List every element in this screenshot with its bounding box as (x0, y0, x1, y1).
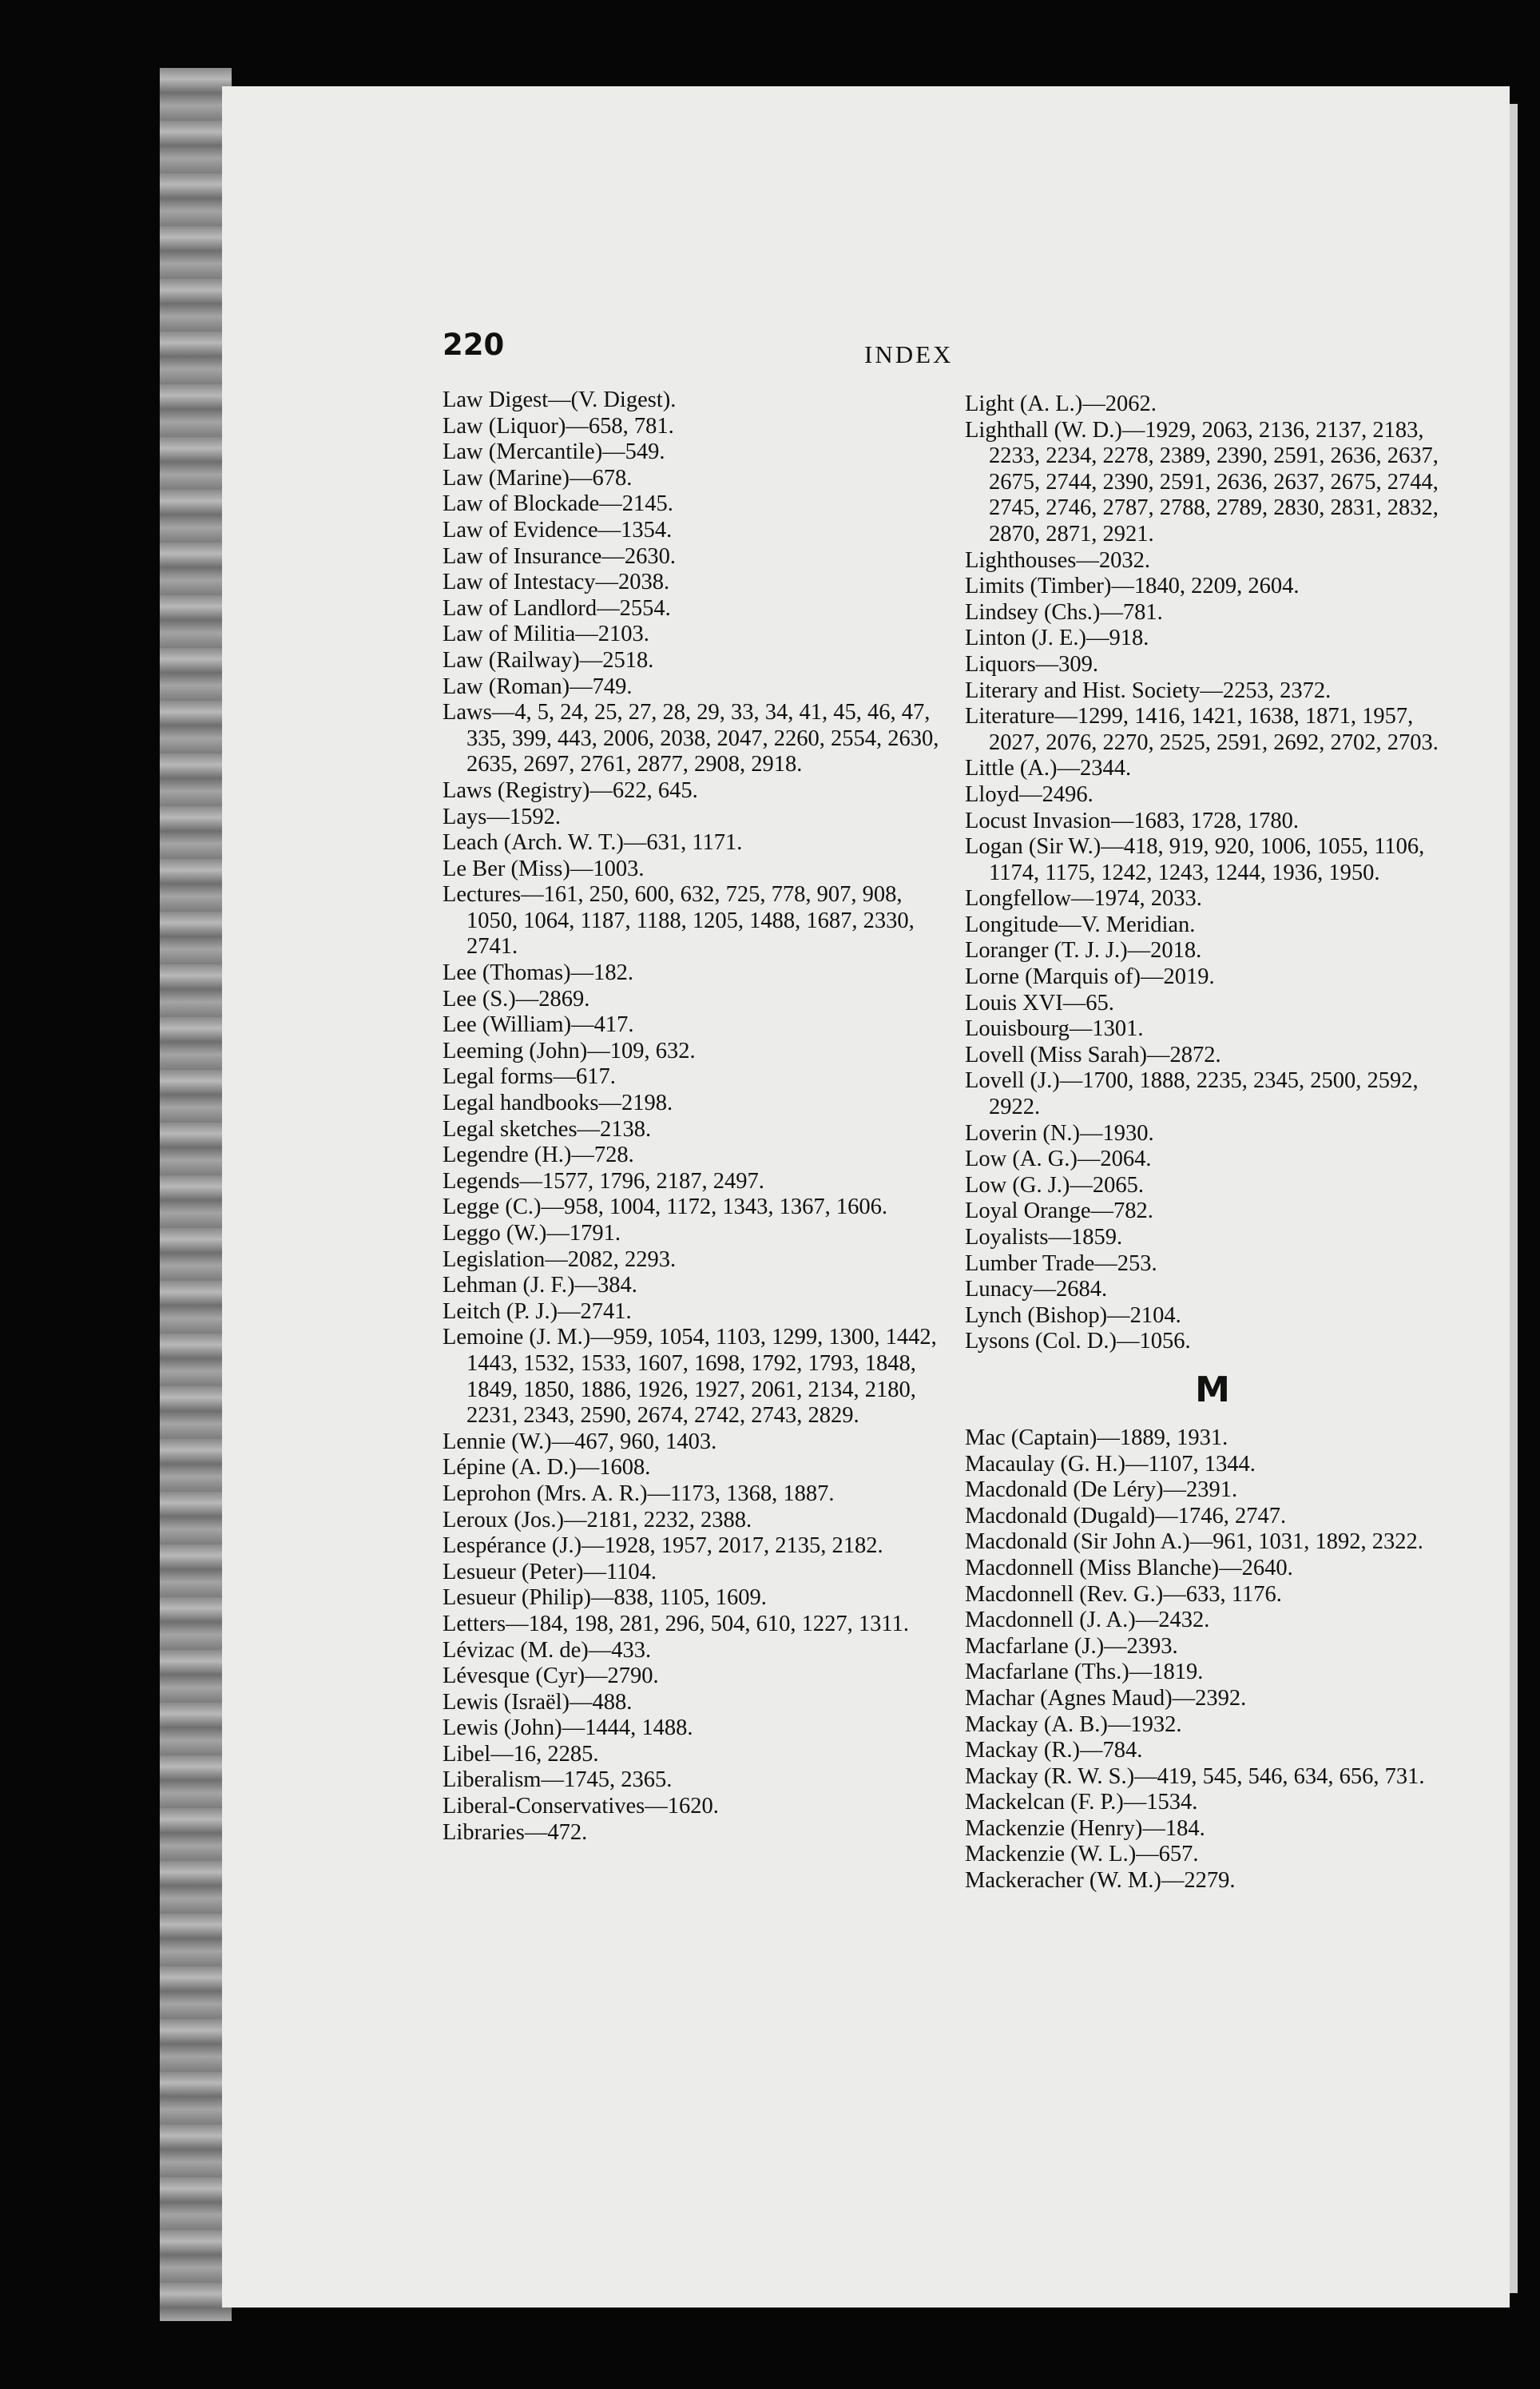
index-entry: Macfarlane (J.)—2393. (965, 1633, 1178, 1659)
index-entry: Locust Invasion—1683, 1728, 1780. (965, 808, 1299, 833)
index-entry: Lévesque (Cyr)—2790. (443, 1664, 659, 1689)
index-entry: Lumber Trade—253. (965, 1250, 1157, 1276)
index-entry: Legal handbooks—2198. (443, 1091, 673, 1116)
index-entry: Louisbourg—1301. (965, 1016, 1144, 1042)
index-entry: Lovell (J.)—1700, 1888, 2235, 2345, 2500, 2592, 2922. (965, 1068, 1419, 1120)
index-entry: Lehman (J. F.)—384. (443, 1273, 637, 1298)
index-entry: Lectures—161, 250, 600, 632, 725, 778, 907, 908, 1050, 1064, 1187, 1188, 1205, 1488, 1687, 2330, 2741. (443, 882, 915, 960)
index-entry: Law (Mercantile)—549. (443, 439, 665, 465)
index-entry: Leitch (P. J.)—2741. (443, 1298, 632, 1324)
section-letter: M (1195, 1369, 1230, 1410)
index-entry: Machar (Agnes Maud)—2392. (965, 1685, 1247, 1711)
index-entry: Macdonald (Sir John A.)—961, 1031, 1892, 2322. (965, 1529, 1423, 1555)
index-entry: Macdonnell (Miss Blanche)—2640. (965, 1555, 1293, 1580)
index-l-entries (965, 392, 1460, 1355)
index-entry: Lewis (Israël)—488. (443, 1689, 633, 1715)
index-entry: Low (G. J.)—2065. (965, 1172, 1145, 1198)
index-entry: Legends—1577, 1796, 2187, 2497. (443, 1168, 764, 1194)
index-entry: Liberal-Conservatives—1620. (443, 1794, 719, 1819)
index-entry: Mackeracher (W. M.)—2279. (965, 1868, 1236, 1894)
index-entry: Mackenzie (Henry)—184. (965, 1815, 1205, 1841)
page-number: 220 (443, 328, 505, 362)
index-entry: Mac (Captain)—1889, 1931. (965, 1425, 1228, 1450)
index-entry: Law of Militia—2103. (443, 622, 649, 647)
index-entry: Law (Marine)—678. (443, 465, 633, 491)
running-head: INDEX (864, 340, 954, 368)
index-entry: Lennie (W.)—467, 960, 1403. (443, 1429, 717, 1454)
index-entry: Libel—16, 2285. (443, 1741, 599, 1767)
index-entry: Legendre (H.)—728. (443, 1143, 634, 1168)
index-entry: Mackelcan (F. P.)—1534. (965, 1790, 1198, 1815)
index-entry: Lloyd—2496. (965, 781, 1093, 807)
index-entry: Longfellow—1974, 2033. (965, 886, 1202, 912)
index-entry: Laws (Registry)—622, 645. (443, 777, 698, 803)
index-entry: Lindsey (Chs.)—781. (965, 599, 1163, 625)
index-entry: Lighthall (W. D.)—1929, 2063, 2136, 2137, 2183, 2233, 2234, 2278, 2389, 2390, 2591, 2636, 2637, 2675, 2744, 2390, 2591, 2636, 2637, 2675, 2744, 2745, 2746, 2787, 2788, 2789, 2830, 2831, 2832, 2870, 2871, 2921. (965, 417, 1439, 547)
index-entry: Law of Blockade—2145. (443, 491, 673, 517)
index-entry: Lynch (Bishop)—2104. (965, 1302, 1181, 1328)
index-entry: Macdonnell (Rev. G.)—633, 1176. (965, 1581, 1282, 1607)
index-entry: Law of Insurance—2630. (443, 543, 677, 569)
index-entry: Leprohon (Mrs. A. R.)—1173, 1368, 1887. (443, 1481, 835, 1506)
index-entry: Lighthouses—2032. (965, 547, 1150, 573)
index-entry: Law of Evidence—1354. (443, 517, 673, 543)
index-entry: Loyal Orange—782. (965, 1198, 1153, 1224)
index-entry: Law (Liquor)—658, 781. (443, 413, 674, 439)
index-m-entries (965, 1425, 1460, 1894)
index-entry: Libraries—472. (443, 1819, 588, 1845)
index-entry: Lee (William)—417. (443, 1012, 634, 1038)
index-entry: Lépine (A. D.)—1608. (443, 1455, 651, 1481)
index-entry: Mackay (A. B.)—1932. (965, 1711, 1182, 1737)
index-entry: Lee (S.)—2869. (443, 986, 590, 1012)
index-entry: Law (Roman)—749. (443, 674, 633, 699)
index-entry: Legge (C.)—958, 1004, 1172, 1343, 1367, 1606. (443, 1194, 888, 1220)
index-entry: Macdonald (De Léry)—2391. (965, 1477, 1238, 1503)
index-column-left (443, 388, 954, 1846)
index-entry: Little (A.)—2344. (965, 756, 1132, 781)
index-entry: Le Ber (Miss)—1003. (443, 856, 645, 881)
index-entry: Macdonald (Dugald)—1746, 2747. (965, 1503, 1287, 1528)
index-entry: Law of Intestacy—2038. (443, 570, 670, 595)
index-entry: Lewis (John)—1444, 1488. (443, 1715, 693, 1741)
index-entry: Lespérance (J.)—1928, 1957, 2017, 2135, 2182. (443, 1533, 883, 1559)
index-entry: Lysons (Col. D.)—1056. (965, 1329, 1191, 1354)
index-entry: Leeming (John)—109, 632. (443, 1038, 696, 1063)
index-entry: Lunacy—2684. (965, 1277, 1108, 1302)
book-spine (160, 68, 232, 2321)
index-entry: Lays—1592. (443, 804, 562, 829)
index-entry: Literary and Hist. Society—2253, 2372. (965, 678, 1332, 703)
index-column-right (965, 392, 1460, 1894)
index-entry: Loverin (N.)—1930. (965, 1120, 1154, 1146)
index-entry: Light (A. L.)—2062. (965, 392, 1157, 416)
index-entry: Literature—1299, 1416, 1421, 1638, 1871, 1957, 2027, 2076, 2270, 2525, 2591, 2692, 2702, 2703. (965, 704, 1439, 755)
index-entry: Macfarlane (Ths.)—1819. (965, 1660, 1204, 1685)
index-entry: Lévizac (M. de)—433. (443, 1637, 652, 1663)
index-entry: Law (Railway)—2518. (443, 647, 654, 673)
index-entry: Low (A. G.)—2064. (965, 1147, 1152, 1172)
index-entry: Logan (Sir W.)—418, 919, 920, 1006, 1055, 1106, 1174, 1175, 1242, 1243, 1244, 1936, 1950. (965, 834, 1425, 885)
index-entry: Liberalism—1745, 2365. (443, 1767, 673, 1793)
index-entry: Linton (J. E.)—918. (965, 626, 1149, 651)
index-entry: Letters—184, 198, 281, 296, 504, 610, 1227, 1311. (443, 1611, 909, 1636)
index-entry: Lorne (Marquis of)—2019. (965, 964, 1215, 990)
index-entry: Law Digest—(V. Digest). (443, 388, 677, 412)
index-entry: Legal sketches—2138. (443, 1116, 652, 1142)
index-entry: Leroux (Jos.)—2181, 2232, 2388. (443, 1507, 752, 1532)
index-entry: Loyalists—1859. (965, 1225, 1123, 1250)
index-entry: Louis XVI—65. (965, 990, 1114, 1016)
index-entry: Mackay (R.)—784. (965, 1738, 1143, 1763)
index-entry: Macaulay (G. H.)—1107, 1344. (965, 1451, 1256, 1477)
index-entry: Loranger (T. J. J.)—2018. (965, 938, 1202, 964)
index-entry: Lovell (Miss Sarah)—2872. (965, 1042, 1221, 1067)
index-entry: Lesueur (Philip)—838, 1105, 1609. (443, 1585, 767, 1611)
index-entry: Laws—4, 5, 24, 25, 27, 28, 29, 33, 34, 41, 45, 46, 47, 335, 399, 443, 2006, 2038, 2047, 2260, 2554, 2630, 2635, 2697, 2761, 2877, 2908, 2918. (443, 700, 939, 777)
index-entry: Mackay (R. W. S.)—419, 545, 546, 634, 656, 731. (965, 1763, 1425, 1789)
index-entry: Legislation—2082, 2293. (443, 1246, 677, 1272)
index-entry: Mackenzie (W. L.)—657. (965, 1842, 1199, 1867)
index-entry: Lee (Thomas)—182. (443, 960, 634, 986)
index-entry: Longitude—V. Meridian. (965, 912, 1196, 937)
index-entry: Lesueur (Peter)—1104. (443, 1559, 657, 1584)
page-edge (1510, 104, 1518, 2293)
index-entry: Legal forms—617. (443, 1064, 616, 1090)
index-entry: Lemoine (J. M.)—959, 1054, 1103, 1299, 1300, 1442, 1443, 1532, 1533, 1607, 1698, 1792, 1793, 1848, 1849, 1850, 1886, 1926, 1927, 2061, 2134, 2180, 2231, 2343, 2590, 2674, 2742, 2743, 2829. (443, 1325, 937, 1429)
index-entry: Leggo (W.)—1791. (443, 1221, 621, 1246)
index-entry: Leach (Arch. W. T.)—631, 1171. (443, 830, 743, 856)
index-entry: Law of Landlord—2554. (443, 595, 671, 621)
index-entry: Liquors—309. (965, 651, 1099, 677)
index-entry: Macdonnell (J. A.)—2432. (965, 1608, 1210, 1633)
index-entry: Limits (Timber)—1840, 2209, 2604. (965, 574, 1300, 599)
